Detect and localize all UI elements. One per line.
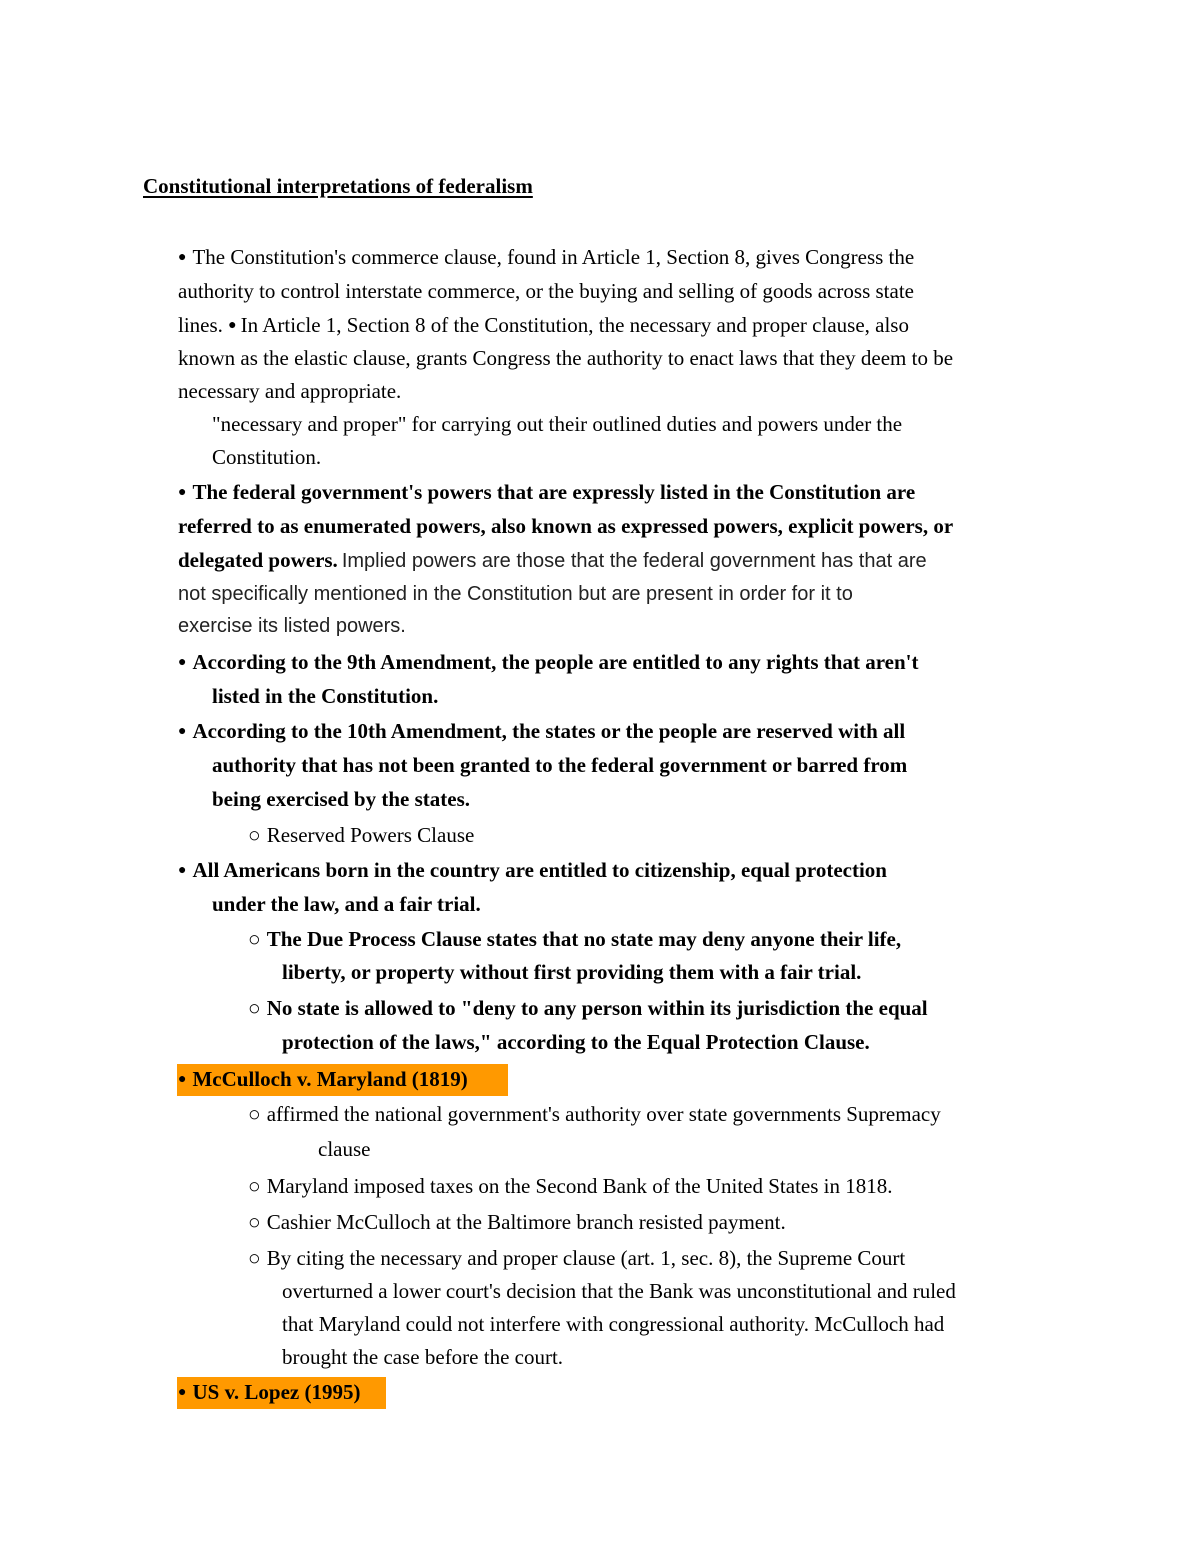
bullet-icon: ●	[228, 318, 237, 333]
bullet-icon: ●	[178, 1385, 187, 1400]
elastic-clause-line-2: necessary and appropriate.	[178, 379, 402, 403]
mcculloch-ruling-line-3: that Maryland could not interfere with congressional authority. McCulloch had	[282, 1312, 945, 1336]
commerce-clause-line-2: authority to control interstate commerce, or the buying and selling of goods across state	[178, 279, 914, 303]
circle-bullet-icon: ○	[248, 1102, 261, 1126]
lopez-heading: ● US v. Lopez (1995)	[178, 1380, 361, 1404]
bullet-icon: ●	[178, 1072, 187, 1087]
implied-powers-line-3: exercise its listed powers.	[178, 615, 406, 637]
equal-protection-line-2: protection of the laws," according to the Equal Protection Clause.	[282, 1030, 870, 1054]
due-process-line-1: ○ The Due Process Clause states that no state may deny anyone their life,	[248, 927, 902, 951]
mcculloch-cashier-item: ○ Cashier McCulloch at the Baltimore branch resisted payment.	[248, 1210, 786, 1234]
circle-bullet-icon: ○	[248, 996, 261, 1020]
circle-bullet-icon: ○	[248, 1210, 261, 1234]
mcculloch-supremacy-line-2: clause	[318, 1137, 371, 1161]
tenth-amendment-line-2: authority that has not been granted to the federal government or barred from	[212, 753, 908, 777]
elastic-clause-quote-line-2: Constitution.	[212, 445, 322, 469]
elastic-clause-line-1: known as the elastic clause, grants Congress the authority to enact laws that they deem to be	[178, 346, 954, 370]
citizenship-line-2: under the law, and a fair trial.	[212, 892, 481, 916]
elastic-clause-quote-line-1: "necessary and proper" for carrying out their outlined duties and powers under the	[212, 412, 903, 436]
circle-bullet-icon: ○	[248, 1174, 261, 1198]
bullet-icon: ●	[178, 655, 187, 670]
mcculloch-supremacy-line-1: ○ affirmed the national government's authority over state governments Supremacy	[248, 1102, 941, 1126]
bullet-icon: ●	[178, 863, 187, 878]
ninth-amendment-line-2: listed in the Constitution.	[212, 684, 439, 708]
commerce-clause-line-1: ● The Constitution's commerce clause, found in Article 1, Section 8, gives Congress the	[178, 245, 915, 269]
mcculloch-ruling-line-2: overturned a lower court's decision that the Bank was unconstitutional and ruled	[282, 1279, 956, 1303]
tenth-amendment-line-3: being exercised by the states.	[212, 787, 470, 811]
enumerated-powers-line-2: referred to as enumerated powers, also known as expressed powers, explicit powers, or	[178, 514, 954, 538]
commerce-clause-line-3: lines. ● In Article 1, Section 8 of the Constitution, the necessary and proper clause, also	[178, 313, 909, 337]
citizenship-line-1: ● All Americans born in the country are entitled to citizenship, equal protection	[178, 858, 887, 882]
bullet-icon: ●	[178, 485, 187, 500]
bullet-icon: ●	[178, 724, 187, 739]
mcculloch-taxes-item: ○ Maryland imposed taxes on the Second Bank of the United States in 1818.	[248, 1174, 893, 1198]
ninth-amendment-line-1: ● According to the 9th Amendment, the people are entitled to any rights that aren't	[178, 650, 919, 674]
document-title: Constitutional interpretations of federalism	[143, 174, 533, 198]
mcculloch-heading: ● McCulloch v. Maryland (1819)	[178, 1067, 468, 1091]
implied-powers-line-1: delegated powers. Implied powers are those that the federal government has that are	[178, 548, 927, 572]
circle-bullet-icon: ○	[248, 823, 261, 847]
bullet-icon: ●	[178, 250, 187, 265]
due-process-line-2: liberty, or property without first providing them with a fair trial.	[282, 960, 862, 984]
mcculloch-ruling-line-1: ○ By citing the necessary and proper clause (art. 1, sec. 8), the Supreme Court	[248, 1246, 906, 1270]
enumerated-powers-line-1: ● The federal government's powers that are expressly listed in the Constitution are	[178, 480, 916, 504]
equal-protection-line-1: ○ No state is allowed to "deny to any person within its jurisdiction the equal	[248, 996, 928, 1020]
tenth-amendment-line-1: ● According to the 10th Amendment, the states or the people are reserved with all	[178, 719, 906, 743]
mcculloch-ruling-line-4: brought the case before the court.	[282, 1345, 564, 1369]
circle-bullet-icon: ○	[248, 1246, 261, 1270]
implied-powers-line-2: not specifically mentioned in the Constitution but are present in order for it to	[178, 583, 853, 605]
reserved-powers-clause-item: ○ Reserved Powers Clause	[248, 823, 475, 847]
circle-bullet-icon: ○	[248, 927, 261, 951]
